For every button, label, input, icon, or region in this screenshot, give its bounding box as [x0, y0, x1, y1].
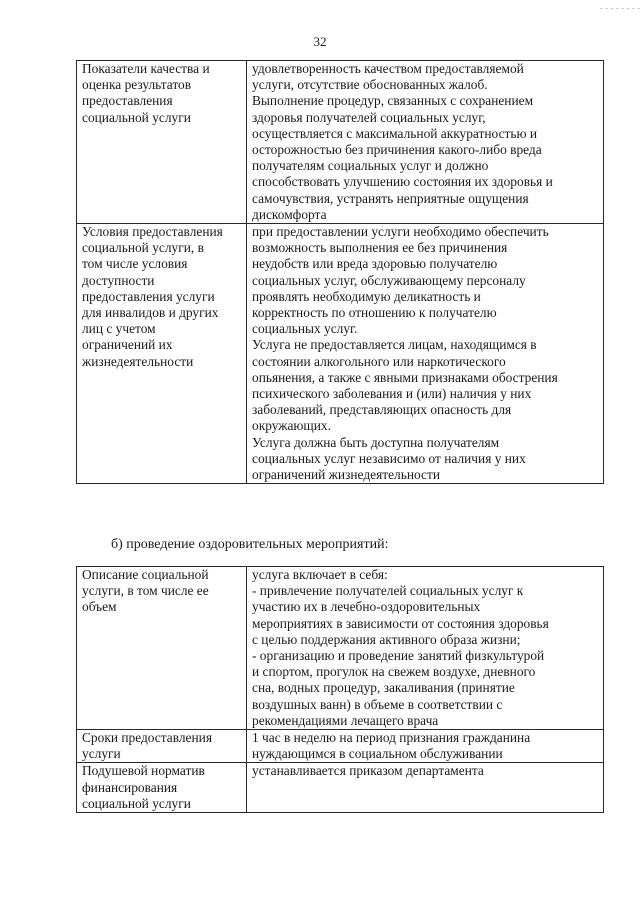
health-activities-table [76, 566, 604, 813]
service-quality-table [76, 60, 604, 484]
row-label-service-description: Описание социальной услуги, в том числе ее объем [77, 567, 247, 730]
row-value-provision-terms: 1 час в неделю на период признания гражданина нуждающимся в социальном обслуживании [247, 730, 604, 763]
row-label-funding-norm: Подушевой норматив финансирования социальной услуги [77, 763, 247, 813]
scan-edge-mark [600, 0, 640, 9]
table-row [77, 61, 604, 224]
section-b-heading: б) проведение оздоровительных мероприятий: [111, 537, 389, 552]
row-value-service-description: услуга включает в себя: - привлечение получателей социальных услуг к участию их в лечебно-оздоровительных мероприятиях в зависимости от состояния здоровья с целью поддержания активного образа жизни; - организацию и проведение занятий физкультурой и спортом, прогулок на свежем воздухе, дневного сна, водных процедур, закаливания (принятие воздушных ванн) в объеме в соответствии с рекомендациями лечащего врача [247, 567, 604, 730]
row-value-provision-conditions: при предоставлении услуги необходимо обеспечить возможность выполнения ее без причинения неудобств или вреда здоровью получателю социальных услуг, обслуживающему персоналу проявлять необходимую деликатность и корректность по отношению к получателю социальных услуг. Услуга не предоставляется лицам, находящимся в состоянии алкогольного или наркотического опьянения, а также с явными признаками обострения психического заболевания и (или) наличия у них заболеваний, представляющих опасность для окружающих. Услуга должна быть доступна получателям социальных услуг независимо от наличия у них ограничений жизнедеятельности [247, 224, 604, 484]
row-label-provision-terms: Сроки предоставления услуги [77, 730, 247, 763]
row-value-funding-norm: устанавливается приказом департамента [247, 763, 604, 813]
table-row [77, 763, 604, 813]
row-label-provision-conditions: Условия предоставления социальной услуги, в том числе условия доступности предоставления услуги для инвалидов и других лиц с учетом ограничений их жизнедеятельности [77, 224, 247, 484]
row-value-quality-indicators: удовлетворенность качеством предоставляемой услуги, отсутствие обоснованных жалоб. Выполнение процедур, связанных с сохранением здоровья получателей социальных услуг, осуществляется с максимальной аккуратностью и осторожностью без причинения какого-либо вреда получателям социальных услуг и должно способствовать улучшению состояния их здоровья и самочувствия, устранять неприятные ощущения дискомфорта [247, 61, 604, 224]
page-number: 32 [313, 34, 327, 49]
row-label-quality-indicators: Показатели качества и оценка результатов предоставления социальной услуги [77, 61, 247, 224]
table-row [77, 567, 604, 730]
table-row [77, 224, 604, 484]
table-row [77, 730, 604, 763]
